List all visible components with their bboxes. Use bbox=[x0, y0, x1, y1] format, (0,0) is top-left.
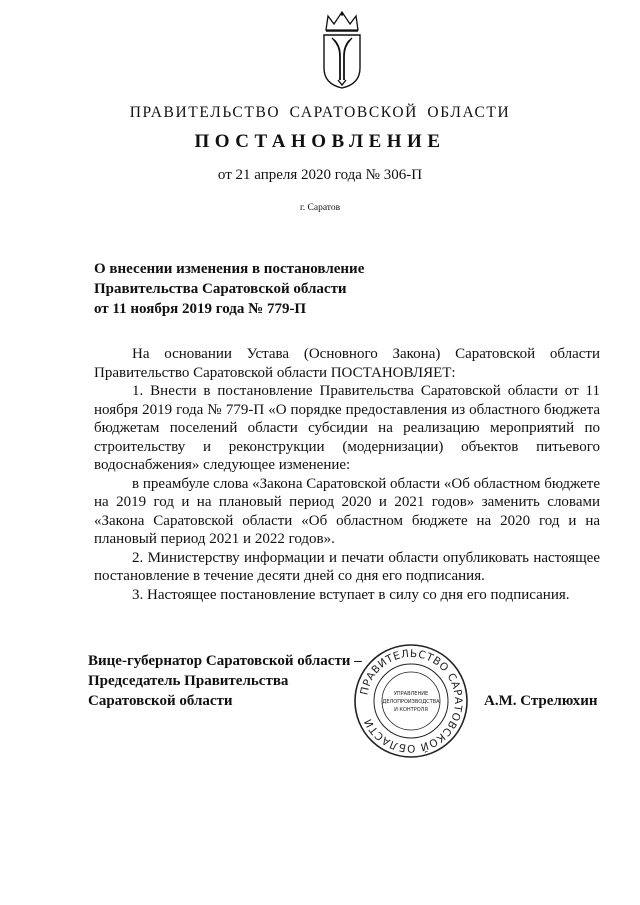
body-paragraph: 2. Министерству информации и печати области опубликовать настоящее постановление в течение десяти дней со дня его подписания. bbox=[94, 549, 600, 584]
svg-text:ДЕЛОПРОИЗВОДСТВА: ДЕЛОПРОИЗВОДСТВА bbox=[382, 699, 440, 705]
document-date-number: от 21 апреля 2020 года № 306-П bbox=[217, 167, 423, 183]
document-city: г. Саратов bbox=[299, 203, 341, 213]
signatory-title-line: Вице-губернатор Саратовской области – bbox=[88, 653, 362, 669]
signatory-title-line: Председатель Правительства bbox=[88, 673, 289, 689]
svg-text:И КОНТРОЛЯ: И КОНТРОЛЯ bbox=[394, 707, 428, 713]
signatory-title-line: Саратовской области bbox=[88, 693, 233, 709]
svg-text:ПРАВИТЕЛЬСТВО САРАТОВСКОЙ ОБЛА: ПРАВИТЕЛЬСТВО САРАТОВСКОЙ ОБЛАСТИ bbox=[358, 647, 465, 755]
saratov-coat-of-arms-icon bbox=[320, 10, 364, 90]
government-name: ПРАВИТЕЛЬСТВО САРАТОВСКОЙ ОБЛАСТИ bbox=[129, 104, 511, 121]
subject-line: Правительства Саратовской области bbox=[94, 281, 347, 297]
document-type: ПОСТАНОВЛЕНИЕ bbox=[194, 131, 446, 152]
signatory-name: А.М. Стрелюхин bbox=[484, 693, 598, 709]
document-subject bbox=[94, 259, 364, 319]
official-seal-icon bbox=[352, 642, 470, 760]
subject-line: от 11 ноября 2019 года № 779-П bbox=[94, 301, 307, 317]
subject-line: О внесении изменения в постановление bbox=[94, 261, 365, 277]
body-paragraph: 3. Настоящее постановление вступает в силу со дня его подписания. bbox=[132, 586, 570, 603]
signatory-title bbox=[88, 651, 362, 711]
body-paragraph: На основании Устава (Основного Закона) Саратовской области Правительство Саратовской области ПОСТАНОВЛЯЕТ: bbox=[94, 346, 600, 381]
document-body bbox=[94, 345, 600, 604]
svg-text:УПРАВЛЕНИЕ: УПРАВЛЕНИЕ bbox=[393, 691, 429, 697]
body-paragraph: 1. Внести в постановление Правительства Саратовской области от 11 ноября 2019 года № 779-П «О порядке предоставления из областного бюджета бюджетам поселений области субсидии на реализацию мероприятий по строительству и реконструкции (модернизации) объектов питьевого водоснабжения» следующее изменение: bbox=[94, 383, 600, 473]
body-paragraph: в преамбуле слова «Закона Саратовской области «Об областном бюджете на 2019 год и на плановый период 2020 и 2021 годов» заменить словами «Закона Саратовской области «Об областном бюджете на 2020 год и на плановый период 2021 и 2022 годов». bbox=[94, 475, 600, 547]
